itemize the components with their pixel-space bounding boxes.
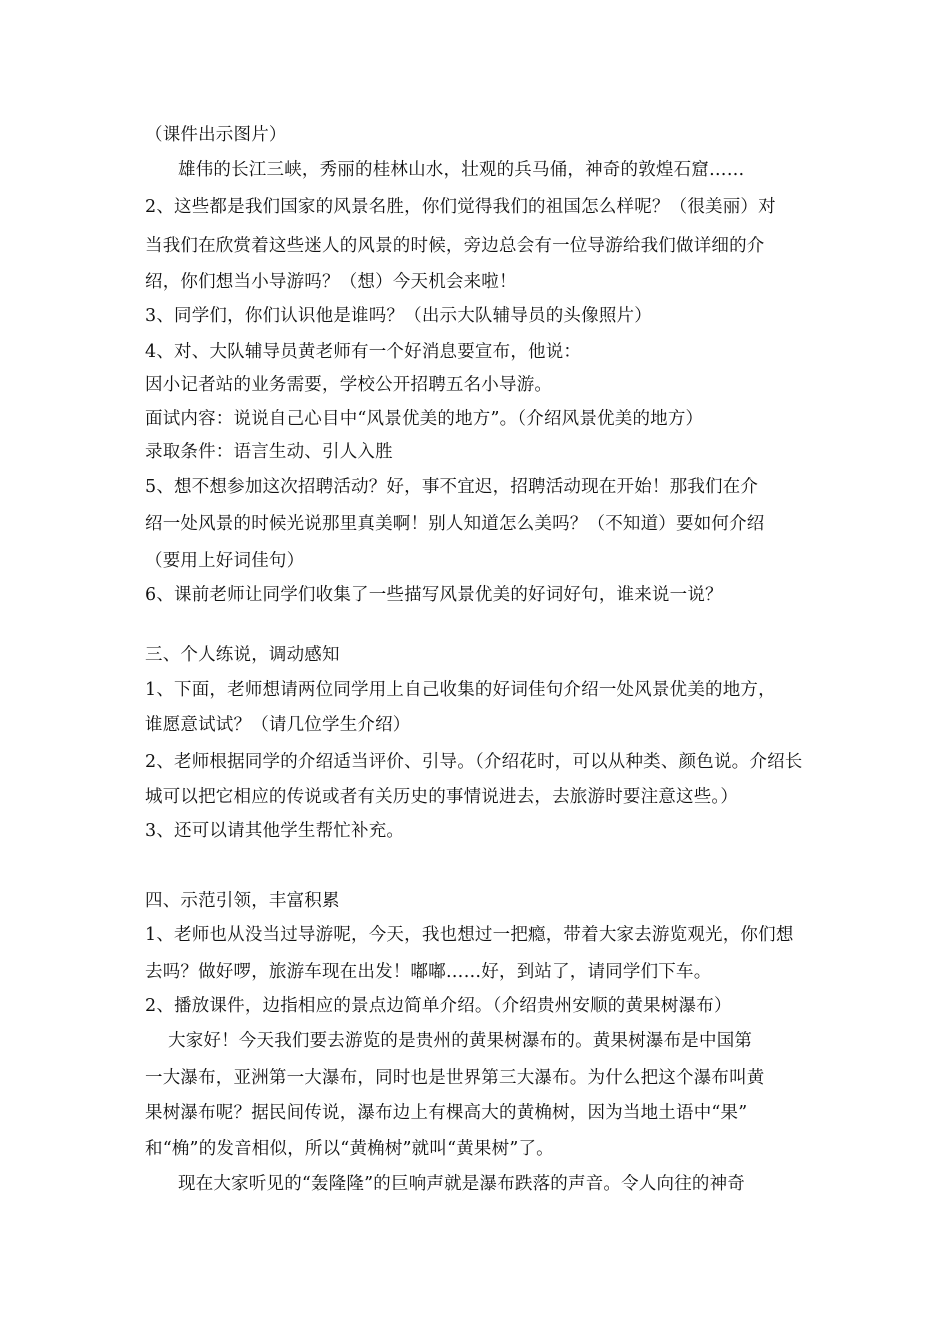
text-line: 5、想不想参加这次招聘活动？好，事不宜迟，招聘活动现在开始！那我们在介 — [145, 477, 759, 497]
text-line: 录取条件：语言生动、引人入胜 — [145, 442, 393, 462]
text-line: 果树瀑布呢？据民间传说，瀑布边上有棵高大的黄桷树，因为当地土语中“果” — [145, 1103, 748, 1123]
section-heading: 四、示范引领，丰富积累 — [145, 891, 340, 911]
section-heading: 三、个人练说，调动感知 — [145, 645, 340, 665]
text-line: 去吗？做好啰，旅游车现在出发！嘟嘟……好，到站了，请同学们下车。 — [145, 962, 712, 982]
text-line: （要用上好词佳句） — [145, 551, 305, 571]
text-line: （课件出示图片） — [145, 125, 287, 145]
text-line: 2、播放课件，边指相应的景点边简单介绍。（介绍贵州安顺的黄果树瀑布） — [145, 996, 732, 1016]
text-line: 当我们在欣赏着这些迷人的风景的时候，旁边总会有一位导游给我们做详细的介 — [145, 236, 765, 256]
text-line: 绍，你们想当小导游吗？（想）今天机会来啦！ — [145, 272, 517, 292]
text-line: 3、同学们，你们认识他是谁吗？（出示大队辅导员的头像照片） — [145, 306, 652, 326]
text-line: 绍一处风景的时候光说那里真美啊！别人知道怎么美吗？（不知道）要如何介绍 — [145, 514, 765, 534]
text-line: 面试内容：说说自己心目中“风景优美的地方”。（介绍风景优美的地方） — [145, 409, 704, 429]
text-line: 城可以把它相应的传说或者有关历史的事情说进去，去旅游时要注意这些。） — [145, 787, 739, 807]
text-line: 6、课前老师让同学们收集了一些描写风景优美的好词好句，谁来说一说？ — [145, 585, 723, 605]
text-line: 谁愿意试试？（请几位学生介绍） — [145, 715, 411, 735]
text-line: 1、下面，老师想请两位同学用上自己收集的好词佳句介绍一处风景优美的地方， — [145, 680, 776, 700]
text-line: 和“桷”的发音相似，所以“黄桷树”就叫“黄果树”了。 — [145, 1139, 554, 1159]
text-line: 2、老师根据同学的介绍适当评价、引导。（介绍花时，可以从种类、颜色说。介绍长 — [145, 752, 803, 772]
text-line: 2、这些都是我们国家的风景名胜，你们觉得我们的祖国怎么样呢？（很美丽）对 — [145, 197, 776, 217]
text-line: 雄伟的长江三峡，秀丽的桂林山水，壮观的兵马俑，神奇的敦煌石窟…… — [178, 160, 745, 180]
text-line: 1、老师也从没当过导游呢，今天，我也想过一把瘾，带着大家去游览观光，你们想 — [145, 925, 794, 945]
text-line: 大家好！今天我们要去游览的是贵州的黄果树瀑布的。黄果树瀑布是中国第 — [168, 1031, 753, 1051]
text-line: 3、还可以请其他学生帮忙补充。 — [145, 821, 405, 841]
text-line: 因小记者站的业务需要，学校公开招聘五名小导游。 — [145, 375, 553, 395]
text-line: 4、对、大队辅导员黄老师有一个好消息要宣布，他说： — [145, 342, 582, 362]
text-line: 一大瀑布，亚洲第一大瀑布，同时也是世界第三大瀑布。为什么把这个瀑布叫黄 — [145, 1068, 765, 1088]
text-line: 现在大家听见的“轰隆隆”的巨响声就是瀑布跌落的声音。令人向往的神奇 — [178, 1174, 745, 1194]
